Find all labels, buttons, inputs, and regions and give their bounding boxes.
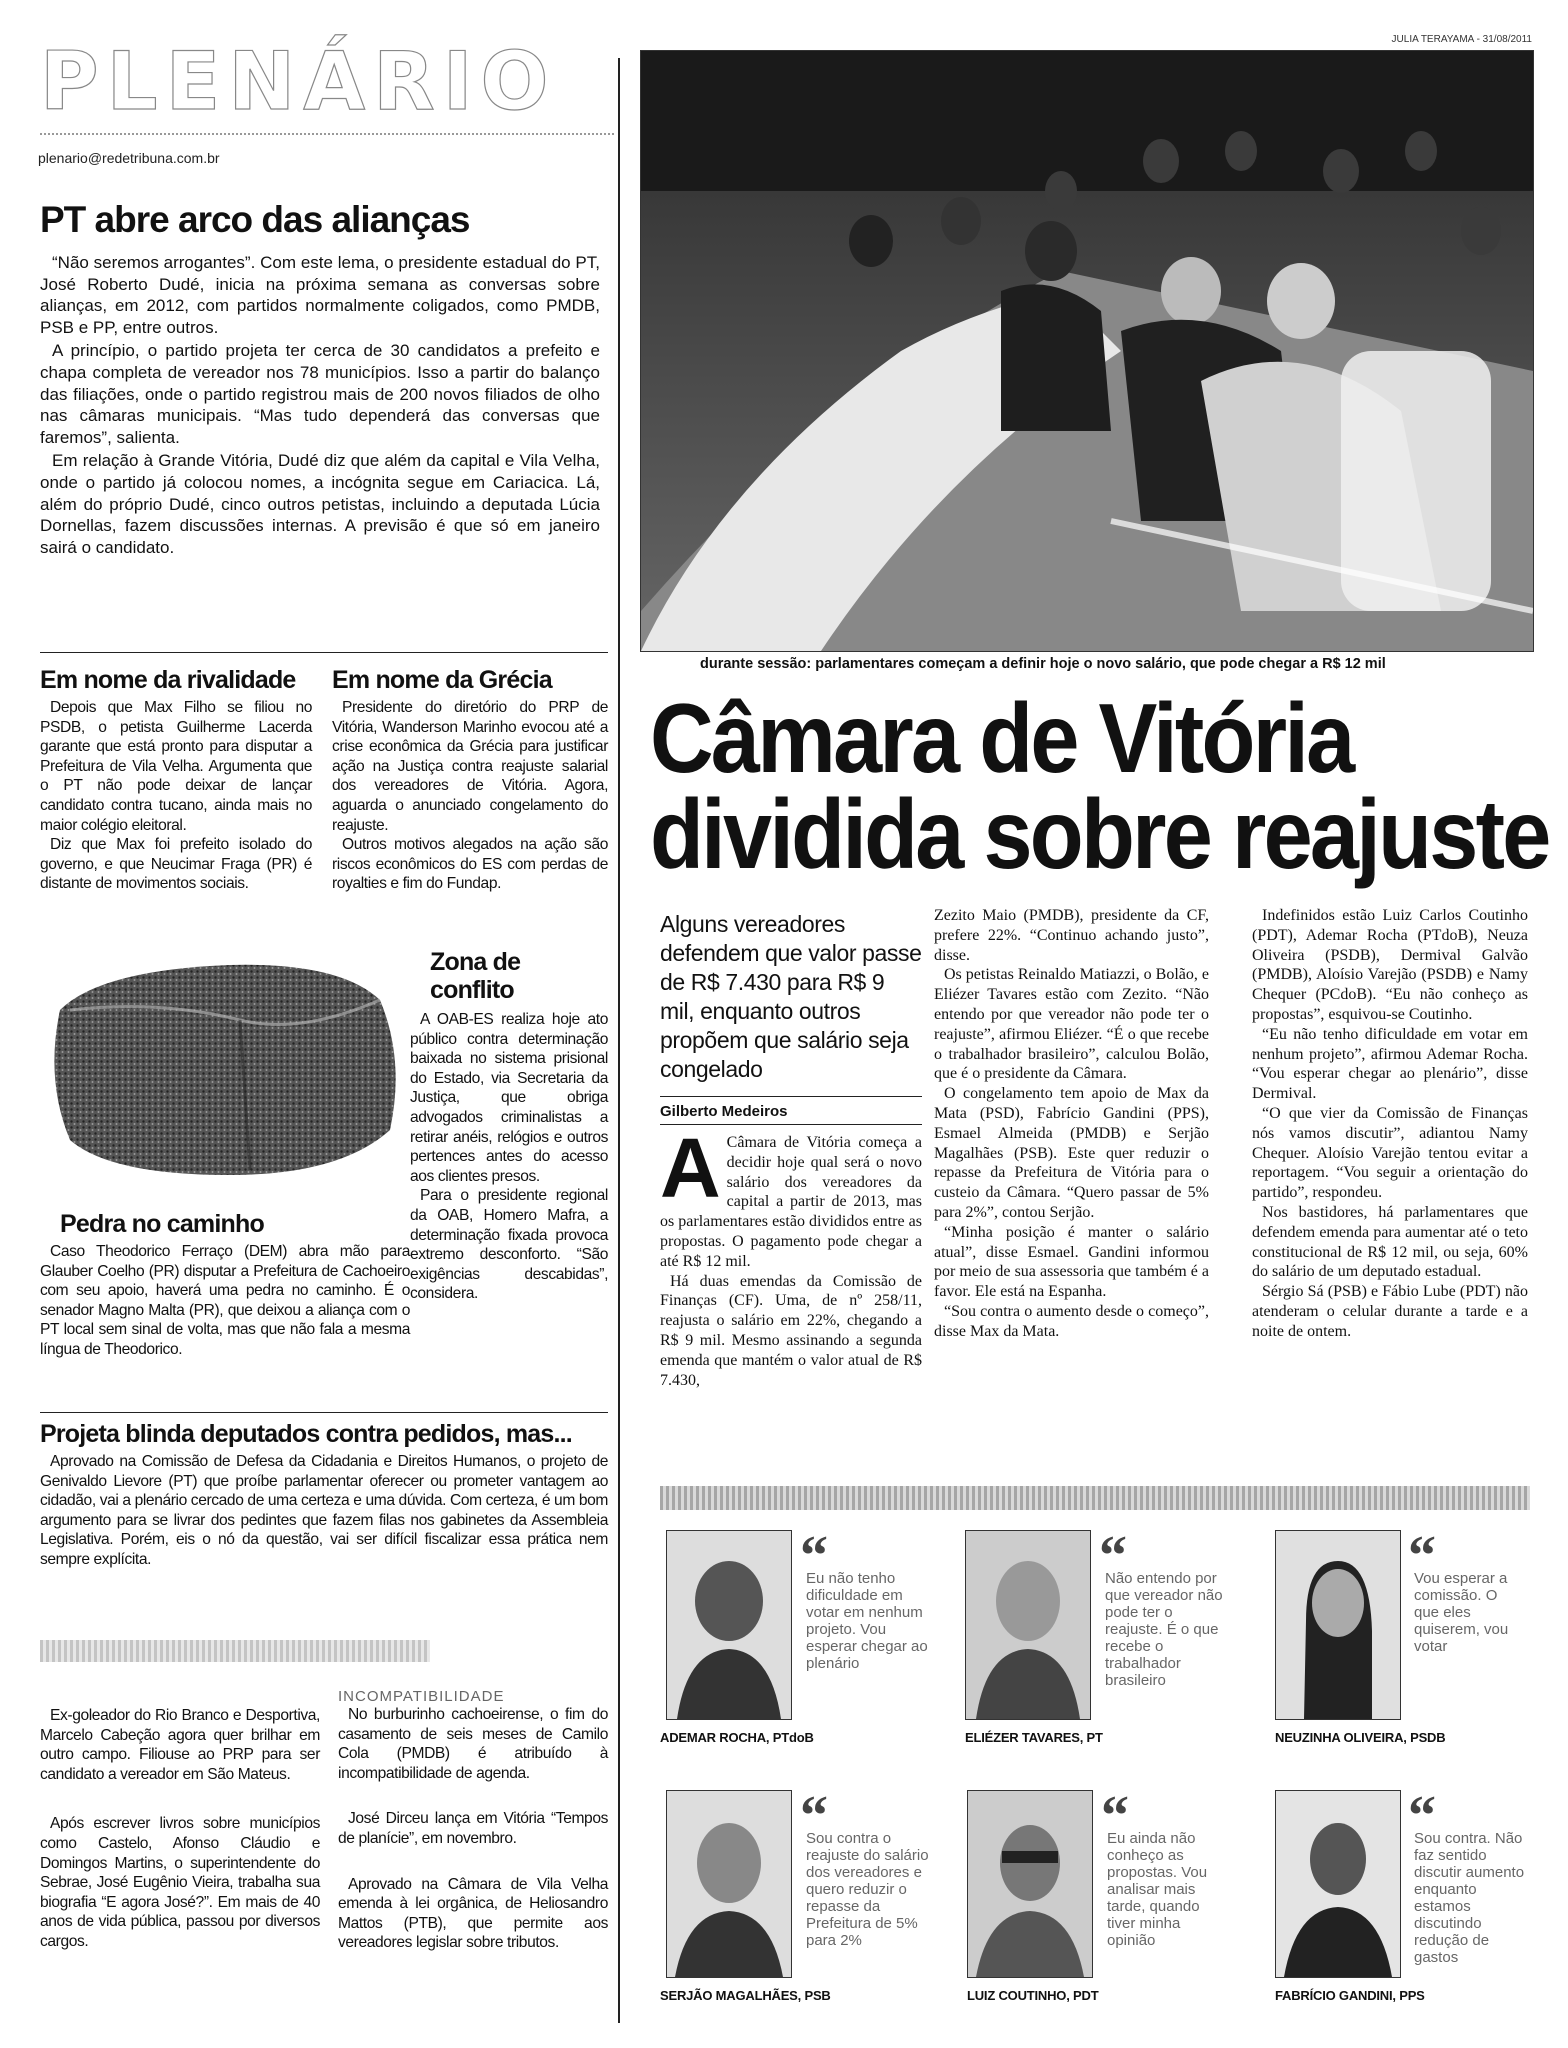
note-body bbox=[40, 1242, 410, 1360]
paragraph: José Dirceu lança em Vitória “Tempos de planície”, em novembro. bbox=[338, 1810, 608, 1847]
paragraph: Diz que Max foi prefeito isolado do governo, e que Neucimar Fraga (PR) é distante de movimentos sociais. bbox=[40, 836, 312, 893]
paragraph: “Não seremos arrogantes”. Com este lema, o presidente estadual do PT, José Roberto Dudé, inicia na próxima semana as conversas sobre alianças, em 2012, com partidos normalmente coligados, como PMDB, PSB e PP, entre outros. bbox=[40, 253, 600, 337]
paragraph: A OAB-ES realiza hoje ato público contra determinação baixada no sistema prisional do Estado, via Secretaria da Justiça, que obriga advogados criminalistas a retirar anéis, relógios e outros pertences antes do acesso aos clientes presos. bbox=[410, 1011, 608, 1185]
faded-band bbox=[40, 1640, 430, 1662]
paragraph: Depois que Max Filho se filiou no PSDB, o petista Guilherme Lacerda garante que está pronto para disputar a Prefeitura de Vila Velha. Argumenta que o PT não pode deixar de lançar candidato contra tucano, ainda mais no maior colégio eleitoral. bbox=[40, 699, 312, 834]
portrait-illustration bbox=[966, 1531, 1090, 1719]
portrait-illustration bbox=[1276, 1531, 1400, 1719]
notes-left bbox=[40, 1688, 320, 1952]
note-grecia bbox=[332, 666, 608, 894]
paragraph: “Sou contra o aumento desde o começo”, disse Max da Mata. bbox=[934, 1302, 1209, 1340]
quote-text: Vou esperar a comissão. O que eles quiserem, vou votar bbox=[1414, 1570, 1509, 1655]
opinion-card bbox=[955, 1525, 1235, 1755]
quote-author: LUIZ COUTINHO, PDT bbox=[967, 1988, 1099, 2003]
portrait bbox=[666, 1530, 792, 1720]
portrait bbox=[1275, 1790, 1401, 1978]
note-headline: Zona de conflito bbox=[430, 948, 521, 1004]
paragraph: Nos bastidores, há parlamentares que defendem emenda para aumentar até o teto constitucional de R$ 12 mil, ou seja, 60% do salário de um deputado estadual. bbox=[1252, 1203, 1528, 1281]
paragraph: Após escrever livros sobre municípios como Castelo, Afonso Cláudio e Domingos Martins, o superintendente do Sebrae, José Eugênio Vieira, trabalha sua biografia “E agora José?”. Em mais de 40 anos de vida pública, passou por diversos cargos. bbox=[40, 1815, 320, 1950]
main-headline bbox=[650, 683, 1549, 889]
paragraph: Caso Theodorico Ferraço (DEM) abra mão para Glauber Coelho (PR) disputar a Prefeitura de Cachoeiro com seu apoio, haverá uma pedra no caminho. É o senador Magno Malta (PR), que deixou a aliança com o PT local sem sinal de volta, mas que não fala a mesma língua de Theodorico. bbox=[40, 1243, 410, 1358]
opinion-card bbox=[1250, 1525, 1530, 1755]
article-body bbox=[660, 1133, 922, 1390]
divider bbox=[40, 652, 608, 653]
paragraph: No burburinho cachoeirense, o fim do casamento de seis meses de Camilo Cola (PMDB) é atribuído à incompatibilidade de agenda. bbox=[338, 1706, 608, 1782]
note-body bbox=[410, 1010, 608, 1304]
portrait bbox=[965, 1530, 1091, 1720]
photo-credit: JULIA TERAYAMA - 31/08/2011 bbox=[1391, 34, 1532, 45]
paragraph: Sérgio Sá (PSB) e Fábio Lube (PDT) não atenderam o celular durante a tarde e a noite de ontem. bbox=[1252, 1283, 1528, 1340]
opinion-card bbox=[955, 1785, 1235, 2015]
paragraph: A princípio, o partido projeta ter cerca de 30 candidatos a prefeito e chapa completa de vereador nos 78 municípios. Isso a partir do balanço das filiações, onde o partido registrou mais de 200 novos filiados de olho nas câmaras municipais. “Mas tudo dependerá das conversas que faremos”, salienta. bbox=[40, 341, 600, 447]
quote-icon: “ bbox=[1408, 1785, 1436, 1847]
portrait-illustration bbox=[667, 1791, 791, 1977]
session-photo bbox=[640, 50, 1534, 652]
lead-story bbox=[40, 200, 600, 560]
paragraph: Outros motivos alegados na ação são riscos econômicos do ES com perdas de royalties e fim do Fundap. bbox=[332, 836, 608, 893]
quote-text: Sou contra o reajuste do salário dos vereadores e quero reduzir o repasse da Prefeitura de 5% para 2% bbox=[806, 1830, 929, 1949]
quote-icon: “ bbox=[1099, 1525, 1127, 1587]
paragraph: O congelamento tem apoio de Max da Mata (PSD), Fabrício Gandini (PPS), Esmael Almeida (PMDB) e Serjão Magalhães (PSB). Este quer reduzir o repasse da Prefeitura de Vitória para o custeio da Câmara. “Quero passar de 5% para 2%”, contou Serjão. bbox=[934, 1085, 1209, 1221]
note-body bbox=[40, 1706, 320, 1952]
main-col-3 bbox=[1252, 906, 1528, 1342]
paragraph: Câmara de Vitória começa a decidir hoje qual será o novo salário dos vereadores da capital a partir de 2013, mas os parlamentares estão divididos entre as propostas. O pagamento pode chegar a até R$ 12 mil. bbox=[660, 1134, 922, 1270]
photo-caption-text: durante sessão: parlamentares começam a definir hoje o novo salário, que pode chegar a R$ 12 mil bbox=[700, 656, 1386, 672]
quote-author: SERJÃO MAGALHÃES, PSB bbox=[660, 1988, 831, 2003]
paragraph: Presidente do diretório do PRP de Vitória, Wanderson Marinho evocou até a crise econômica da Grécia para justificar ação na Justiça contra reajuste salarial dos vereadores de Vitória. Agora, aguarda o anunciado congelamento do reajuste. bbox=[332, 699, 608, 834]
quote-author: ADEMAR ROCHA, PTdoB bbox=[660, 1730, 814, 1745]
paragraph: Aprovado na Comissão de Defesa da Cidadania e Direitos Humanos, o projeto de Genivaldo Lievore (PT) que proíbe parlamentar oferecer ou prometer vantagem ao cidadão, vai a plenário cercado de uma certeza e uma dúvida. Com certeza, é um bom argumento para se livrar dos pedintes que fazem filas nos gabinetes da Assembleia Legislativa. Porém, eis o nó da questão, vai ser difícil fiscalizar essa prática nem sempre explícita. bbox=[40, 1453, 608, 1568]
quote-author: NEUZINHA OLIVEIRA, PSDB bbox=[1275, 1730, 1446, 1745]
quote-icon: “ bbox=[1408, 1525, 1436, 1587]
note-body bbox=[40, 698, 312, 894]
paragraph: Aprovado na Câmara de Vila Velha emenda à lei orgânica, de Heliosandro Mattos (PTB), que permite aos vereadores legislar sobre tributos. bbox=[338, 1875, 608, 1952]
notes-right bbox=[338, 1688, 608, 1953]
portrait bbox=[967, 1790, 1093, 1978]
portrait-illustration bbox=[1276, 1791, 1400, 1977]
paragraph: Para o presidente regional da OAB, Homero Mafra, a determinação fixada provoca extremo desconforto. “São exigências descabidas”, considera. bbox=[410, 1187, 608, 1303]
drop-cap: A bbox=[660, 1133, 721, 1215]
quote-text: Eu ainda não conheço as propostas. Vou analisar mais tarde, quando tiver minha opinião bbox=[1107, 1830, 1208, 1949]
section-email: plenario@redetribuna.com.br bbox=[38, 150, 220, 166]
note-zona bbox=[410, 948, 608, 1304]
portrait-illustration bbox=[968, 1791, 1092, 1977]
quote-author: FABRÍCIO GANDINI, PPS bbox=[1275, 1988, 1425, 2003]
note-body bbox=[332, 698, 608, 894]
portrait-illustration bbox=[667, 1531, 791, 1719]
quote-text: Não entendo por que vereador não pode ter o reajuste. É o que recebe o trabalhador brasileiro bbox=[1105, 1570, 1223, 1689]
quote-text: Eu não tenho dificuldade em votar em nenhum projeto. Vou esperar chegar ao plenário bbox=[806, 1570, 928, 1672]
note-pedra bbox=[40, 1210, 410, 1360]
lead-body bbox=[40, 252, 600, 558]
paragraph: “Eu não tenho dificuldade em votar em nenhum projeto”, afirmou Ademar Rocha. “Vou esperar chegar ao plenário”, disse Dermival. bbox=[1252, 1025, 1528, 1103]
deck: Alguns vereadores defendem que valor passe de R$ 7.430 para R$ 9 mil, enquanto outros propõem que salário seja congelado bbox=[660, 911, 922, 1082]
note-headline: Projeta blinda deputados contra pedidos, mas... bbox=[40, 1420, 572, 1448]
quote-icon: “ bbox=[800, 1785, 828, 1847]
paragraph: “Minha posição é manter o salário atual”, disse Esmael. Gandini informou por meio de sua assessoria que também é a favor. Ele está na Espanha. bbox=[934, 1223, 1209, 1301]
portrait bbox=[666, 1790, 792, 1978]
paragraph: Ex-goleador do Rio Branco e Desportiva, Marcelo Cabeção agora quer brilhar em outro campo. Filiouse ao PRP para ser candidato a vereador em São Mateus. bbox=[40, 1707, 320, 1783]
note-headline: Em nome da rivalidade bbox=[40, 666, 296, 694]
section-masthead bbox=[40, 35, 557, 128]
session-photo-illustration bbox=[641, 51, 1533, 651]
quote-text: Sou contra. Não faz sentido discutir aumento enquanto estamos discutindo redução de gastos bbox=[1414, 1830, 1525, 1966]
opinion-card bbox=[1250, 1785, 1530, 2015]
main-col-1 bbox=[660, 910, 922, 1390]
paragraph: Os petistas Reinaldo Matiazzi, o Bolão, e Eliézer Tavares estão com Zezito. “Não entendo por que vereador não pode ter o reajuste”, afirmou Eliézer. “É o que recebe o trabalhador brasileiro”, calculou Bolão, que é o presidente da Câmara. bbox=[934, 966, 1209, 1083]
column-divider bbox=[618, 58, 620, 2023]
quote-icon: “ bbox=[1101, 1785, 1129, 1847]
opinions-band bbox=[660, 1486, 1530, 1510]
rock-illustration bbox=[40, 940, 410, 1190]
lead-headline: PT abre arco das alianças bbox=[40, 199, 470, 240]
note-body bbox=[338, 1705, 608, 1953]
note-headline: Em nome da Grécia bbox=[332, 666, 552, 694]
dotted-rule bbox=[40, 133, 614, 135]
note-body bbox=[40, 1452, 608, 1570]
headline-line: Câmara de Vitória bbox=[650, 683, 1353, 793]
note-headline: Pedra no caminho bbox=[60, 1210, 264, 1238]
paragraph: Indefinidos estão Luiz Carlos Coutinho (PDT), Ademar Rocha (PTdoB), Neuza Oliveira (PSDB), Dermival Galvão (PMDB), Aloísio Varejão (PSDB) e Namy Chequer (PCdoB). “Eu não conheço as propostas”, esquivou-se Coutinho. bbox=[1252, 907, 1528, 1023]
paragraph: Há duas emendas da Comissão de Finanças (CF). Uma, de nº 258/11, reajusta o salário em 22%, chegando a R$ 9 mil. Mesmo assinando a segunda emenda que mantém o valor atual de R$ 7.430, bbox=[660, 1272, 922, 1389]
note-projeta bbox=[40, 1420, 608, 1570]
section-title: PLENÁRIO bbox=[40, 35, 557, 128]
note-rivalidade bbox=[40, 666, 312, 894]
opinion-card bbox=[660, 1525, 940, 1755]
quote-author: ELIÉZER TAVARES, PT bbox=[965, 1730, 1103, 1745]
divider bbox=[40, 1412, 608, 1413]
opinion-card bbox=[660, 1785, 940, 2015]
paragraph: Zezito Maio (PMDB), presidente da CF, prefere 22%. “Continuo achando justo”, disse. bbox=[934, 907, 1209, 964]
paragraph: “O que vier da Comissão de Finanças nós vamos discutir”, adiantou Namy Chequer. Aloísio Varejão tentou evitar a reportagem. “Vou seguir a orientação do partido”, respondeu. bbox=[1252, 1104, 1528, 1202]
quote-icon: “ bbox=[800, 1525, 828, 1587]
rock-image bbox=[40, 940, 410, 1190]
byline: Gilberto Medeiros bbox=[660, 1103, 788, 1120]
note-kicker: INCOMPATIBILIDADE bbox=[338, 1688, 505, 1705]
photo-caption bbox=[700, 656, 1530, 672]
headline-line: dividida sobre reajuste bbox=[650, 779, 1549, 889]
main-col-2 bbox=[934, 906, 1209, 1342]
paragraph: Em relação à Grande Vitória, Dudé diz que além da capital e Vila Velha, onde o partido já colocou nomes, a incógnita segue em Cariacica. Lá, além do próprio Dudé, cinco outros petistas, incluindo a deputada Lúcia Dornellas, fazem discussões internas. A previsão é que só em janeiro sairá o candidato. bbox=[40, 451, 600, 557]
portrait bbox=[1275, 1530, 1401, 1720]
